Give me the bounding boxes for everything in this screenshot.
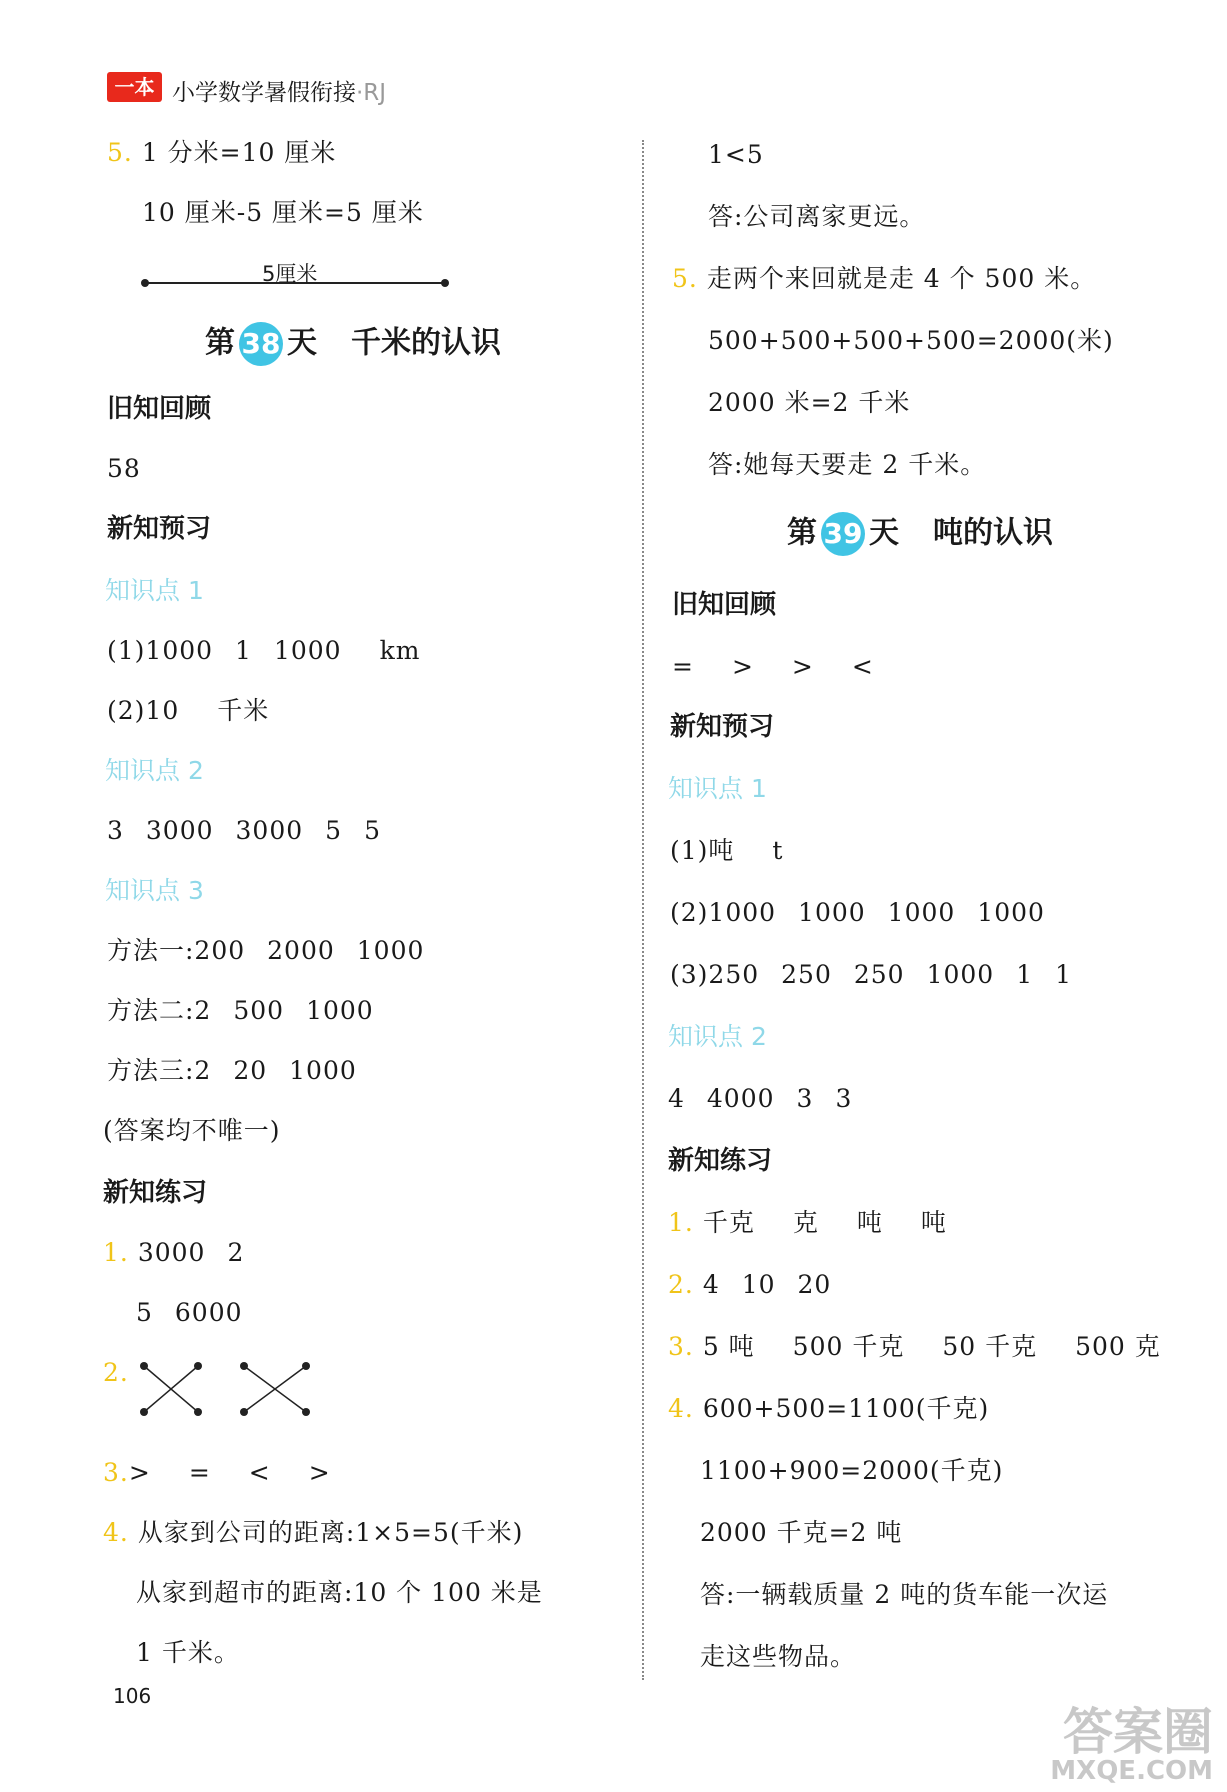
right-review-heading: 旧知回顾 — [672, 590, 777, 620]
site-watermark — [1050, 1703, 1213, 1787]
answer: 1000 — [289, 1056, 357, 1085]
answer: 5 吨 — [702, 1332, 755, 1361]
answer: 千米 — [217, 696, 270, 725]
left-p4-line1 — [103, 1520, 523, 1545]
answer: 5 — [364, 816, 381, 845]
answer: 1000 — [356, 936, 425, 965]
right-item5-line3: 2000 米=2 千米 — [708, 388, 911, 417]
match-dot — [194, 1362, 202, 1370]
answer: (2)10 — [107, 696, 180, 725]
day-38-title — [205, 322, 501, 366]
answer: > — [791, 652, 814, 681]
answer: km — [379, 636, 421, 665]
item-number: 3. — [668, 1332, 694, 1361]
book-title — [172, 74, 386, 107]
left-kp3-line2 — [107, 998, 374, 1023]
answer: 1000 — [306, 996, 374, 1025]
match-dot — [240, 1408, 248, 1416]
day-39-title — [787, 512, 1053, 556]
left-kp1-line2 — [107, 698, 269, 723]
left-item5-line1 — [107, 140, 336, 165]
answer: 2 — [227, 1238, 245, 1267]
right-practice-heading: 新知练习 — [668, 1146, 773, 1176]
left-review-answer: 58 — [107, 454, 141, 483]
book-title-text: 小学数学暑假衔接 — [172, 80, 356, 106]
left-p2-number: 2. — [103, 1358, 129, 1387]
answer: 4 — [668, 1084, 685, 1113]
right-kp1-line1 — [670, 838, 783, 863]
segment-endpoint-right — [441, 279, 449, 287]
day-prefix: 第 — [205, 325, 235, 361]
answer: 1 — [1055, 960, 1073, 989]
day-topic: 千米的认识 — [351, 325, 501, 361]
left-kp3-note: (答案均不唯一) — [103, 1116, 281, 1145]
answer: 20 — [233, 1056, 268, 1085]
right-kp1-line2 — [670, 900, 1045, 925]
answer: 250 — [781, 960, 832, 989]
answer: 600+500=1100(千克) — [702, 1394, 990, 1423]
answer: > — [731, 652, 754, 681]
answer: 5 — [136, 1298, 153, 1327]
matching-lines-figure — [130, 1356, 320, 1416]
day-topic: 吨的认识 — [933, 515, 1053, 551]
answer: 3 — [796, 1084, 814, 1113]
answer: (1)吨 — [670, 836, 735, 865]
left-item5-line2: 10 厘米-5 厘米=5 厘米 — [142, 198, 424, 227]
answer: (2)1000 — [670, 898, 777, 927]
answer: 4000 — [706, 1084, 775, 1113]
answer: 3000 — [235, 816, 304, 845]
item-text: 1 分米=10 厘米 — [141, 138, 337, 167]
right-item5-line4: 答:她每天要走 2 千米。 — [708, 450, 987, 479]
answer: 500 克 — [1075, 1332, 1161, 1361]
item-number: 3. — [103, 1458, 129, 1487]
right-kp1-line3 — [670, 962, 1072, 987]
left-kp3-line1 — [107, 938, 424, 963]
right-knowledge-point-1: 知识点 1 — [668, 774, 767, 803]
answer: 4 — [702, 1270, 720, 1299]
answer: = — [188, 1458, 211, 1487]
answer: 3 — [835, 1084, 853, 1113]
item-number: 4. — [668, 1394, 694, 1423]
answer: < — [851, 652, 874, 681]
left-knowledge-point-1: 知识点 1 — [105, 576, 204, 605]
answer: 走两个来回就是走 4 个 500 米。 — [706, 264, 1097, 293]
watermark-url: MXQE.COM — [1050, 1756, 1213, 1787]
left-knowledge-point-2: 知识点 2 — [105, 756, 204, 785]
left-kp2-line — [107, 818, 381, 843]
column-divider — [642, 140, 644, 1680]
left-p4-line2: 从家到超市的距离:10 个 100 米是 — [136, 1578, 543, 1607]
answer: (3)250 — [670, 960, 760, 989]
answer: 3000 — [137, 1238, 206, 1267]
right-item5-line2: 500+500+500+500=2000(米) — [708, 326, 1114, 355]
left-knowledge-point-3: 知识点 3 — [105, 876, 204, 905]
segment-label: 5厘米 — [262, 262, 318, 286]
right-preview-heading: 新知预习 — [670, 712, 775, 742]
answer: 1000 — [798, 898, 866, 927]
answer: 10 — [741, 1270, 776, 1299]
right-review-symbols — [672, 654, 874, 679]
left-p1-line1 — [103, 1240, 244, 1265]
match-dot — [240, 1362, 248, 1370]
answer: 1000 — [273, 636, 342, 665]
day-badge: 39 — [821, 512, 865, 556]
left-p4-line3: 1 千米。 — [136, 1638, 240, 1667]
right-p4-line4: 答:一辆载质量 2 吨的货车能一次运 — [700, 1580, 1109, 1609]
answer: 3 — [107, 816, 124, 845]
right-p4-line2: 1100+900=2000(千克) — [700, 1456, 1004, 1485]
right-cont-line1: 1<5 — [708, 140, 764, 169]
right-p3-line — [668, 1334, 1161, 1359]
item-number: 5. — [107, 138, 133, 167]
answer: = — [672, 652, 694, 681]
left-review-heading: 旧知回顾 — [107, 394, 212, 424]
answer: 2000 — [267, 936, 335, 965]
day-badge: 38 — [239, 322, 283, 366]
answer: 1 — [1016, 960, 1034, 989]
right-p4-line5: 走这些物品。 — [700, 1642, 857, 1671]
answer: 方法二:2 — [107, 996, 212, 1025]
answer: > — [308, 1458, 331, 1487]
right-knowledge-point-2: 知识点 2 — [668, 1022, 767, 1051]
answer: 千克 — [702, 1208, 755, 1237]
answer: 1 — [235, 636, 252, 665]
left-preview-heading: 新知预习 — [107, 514, 212, 544]
day-prefix: 第 — [787, 515, 817, 551]
answer: 1000 — [977, 898, 1045, 927]
match-dot — [140, 1362, 148, 1370]
watermark-title: 答案圈 — [1063, 1703, 1213, 1762]
right-cont-line2: 答:公司离家更远。 — [708, 202, 926, 231]
answer: 吨 — [856, 1208, 883, 1237]
right-p4-line3: 2000 千克=2 吨 — [700, 1518, 903, 1547]
match-dot — [302, 1362, 310, 1370]
left-p3-line — [103, 1460, 331, 1485]
answer: 克 — [792, 1208, 819, 1237]
left-kp3-line3 — [107, 1058, 357, 1083]
item-number: 1. — [668, 1208, 694, 1237]
answer: 3000 — [145, 816, 214, 845]
answer: 1000 — [926, 960, 995, 989]
answer: < — [248, 1458, 271, 1487]
item-number: 4. — [103, 1518, 129, 1547]
match-dot — [140, 1408, 148, 1416]
right-p2-line — [668, 1272, 831, 1297]
answer: 6000 — [174, 1298, 243, 1327]
day-suffix: 天 — [869, 515, 899, 551]
answer: 方法三:2 — [107, 1056, 212, 1085]
left-practice-heading: 新知练习 — [103, 1178, 208, 1208]
answer: 500 — [233, 996, 285, 1025]
item-number: 5. — [672, 264, 698, 293]
match-dot — [194, 1408, 202, 1416]
answer: (1)1000 — [107, 636, 214, 665]
right-item5-line1 — [672, 266, 1096, 291]
brand-logo: 一本 — [107, 72, 162, 102]
answer: 吨 — [920, 1208, 947, 1237]
answer: > — [128, 1458, 151, 1487]
right-p4-line1 — [668, 1396, 989, 1421]
item-number: 2. — [668, 1270, 694, 1299]
item-number: 1. — [103, 1238, 129, 1267]
answer: 5 — [325, 816, 343, 845]
book-edition: ·RJ — [356, 80, 387, 106]
answer: 250 — [853, 960, 905, 989]
answer: 从家到公司的距离:1×5=5(千米) — [137, 1518, 524, 1547]
left-kp1-line1 — [107, 638, 420, 663]
left-p1-line2 — [136, 1300, 243, 1325]
match-dot — [302, 1408, 310, 1416]
right-p1-line — [668, 1210, 947, 1235]
page-number: 106 — [113, 1684, 152, 1708]
answer: t — [772, 836, 784, 865]
answer: 方法一:200 — [107, 936, 246, 965]
segment-endpoint-left — [141, 279, 149, 287]
right-kp2-line — [668, 1086, 852, 1111]
answer: 50 千克 — [942, 1332, 1038, 1361]
day-suffix: 天 — [287, 325, 317, 361]
answer: 500 千克 — [792, 1332, 905, 1361]
answer: 20 — [797, 1270, 832, 1299]
answer: 1000 — [887, 898, 956, 927]
